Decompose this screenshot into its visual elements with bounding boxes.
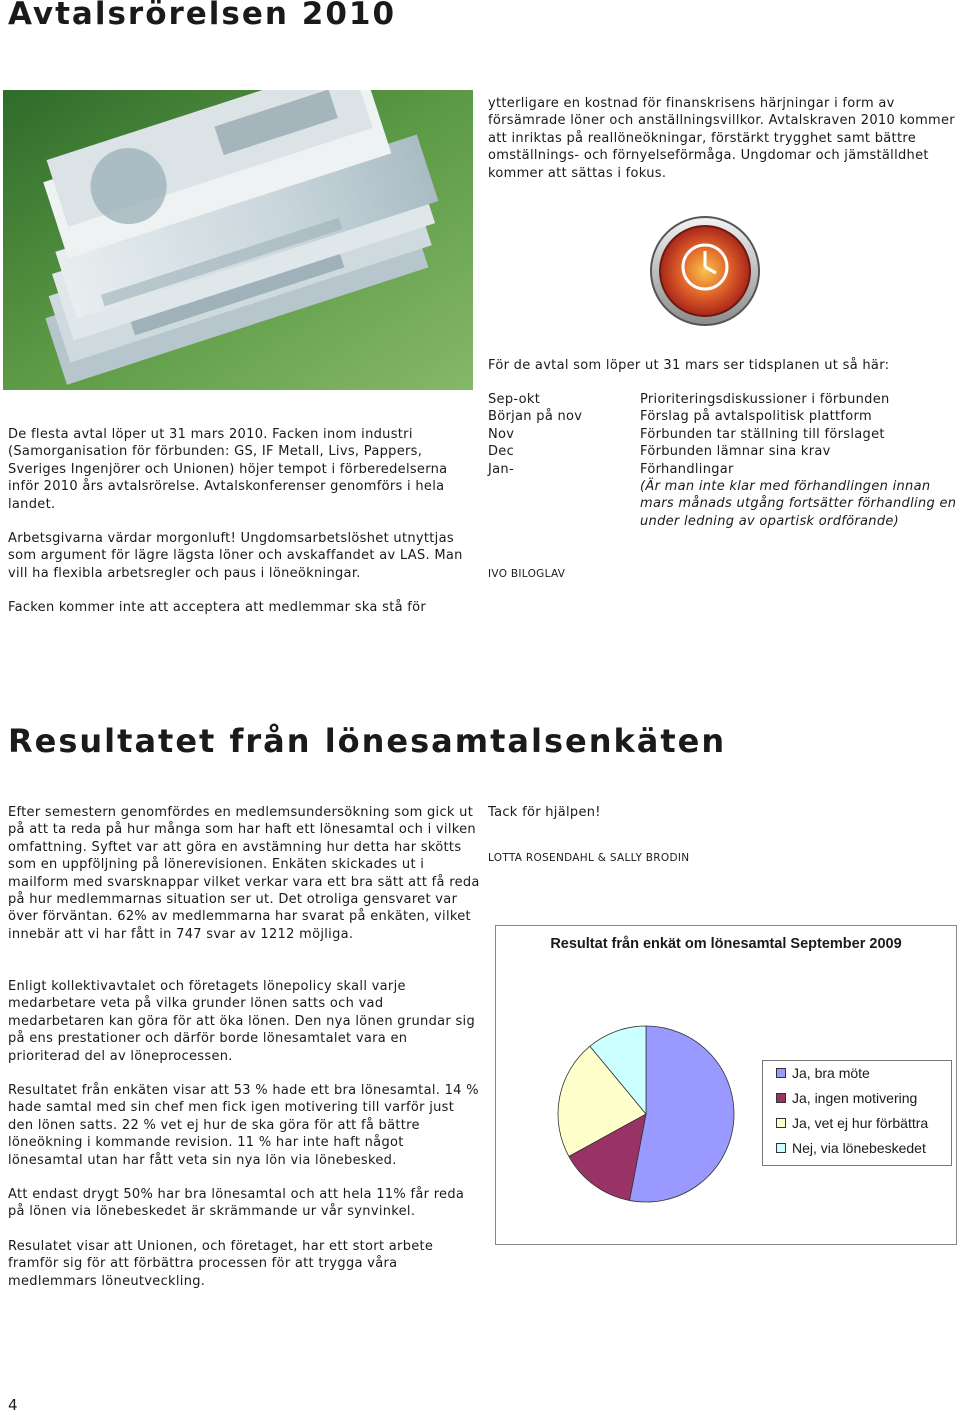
schedule-note: (Är man inte klar med förhandlingen innan mars månads utgång fortsätter förhandling en under ledning av opartisk ordförande)	[640, 479, 957, 529]
legend-label: Ja, bra möte	[792, 1065, 870, 1081]
section-title: Resultatet från lönesamtalsenkäten	[8, 722, 727, 760]
byline: LOTTA ROSENDAHL & SALLY BRODIN	[488, 852, 690, 864]
schedule-what: Förbunden tar ställning till förslaget	[640, 426, 885, 442]
banknotes-photo	[3, 90, 473, 390]
legend-label: Nej, via lönebeskedet	[792, 1140, 926, 1156]
body-paragraph: De flesta avtal löper ut 31 mars 2010. Facken inom industri (Samorganisation för förbunden: GS, IF Metall, Livs, Pappers, Sveriges Ingenjörer och Unionen) höjer tempot i förberedelserna inför 2010 års avtalsrörelse. Avtalskonferenser genomförs i hela landet.	[8, 427, 448, 512]
byline: IVO BILOGLAV	[488, 568, 566, 580]
intro-paragraph: ytterligare en kostnad för finanskrisens härjningar i form av försämrade löner och anställningsvillkor. Avtalskraven 2010 kommer att inriktas på reallöneökningar, förstärkt trygghet samt bättre omställnings- och förnyelseförmåga. Ungdomar och jämställdhet kommer att sättas i fokus.	[488, 96, 955, 181]
legend-swatch	[776, 1093, 786, 1103]
legend-item	[762, 1137, 952, 1162]
body-paragraph: Resultatet från enkäten visar att 53 % hade ett bra lönesamtal. 14 % hade samtal med sin chef men fick igen motivering till varför just den lönen satts. 22 % vet ej hur de ska göra för att få bättre löneökning i kommande revision. 11 % har inte haft något lönesamtal utan har fått veta sin nya lön via lönebesked.	[8, 1083, 479, 1168]
body-paragraph: Facken kommer inte att acceptera att medlemmar ska stå för	[8, 600, 427, 615]
pie-chart	[495, 925, 957, 1245]
legend-swatch	[776, 1068, 786, 1078]
legend-swatch	[776, 1143, 786, 1153]
legend-swatch	[776, 1118, 786, 1128]
chart-title: Resultat från enkät om lönesamtal September 2009	[550, 936, 902, 952]
body-paragraph: Resulatet visar att Unionen, och företaget, har ett stort arbete framför sig för att förbättra processen för att trygga våra medlemmars löneutveckling.	[8, 1239, 434, 1289]
legend-item	[762, 1112, 952, 1137]
body-paragraph: Arbetsgivarna värdar morgonluft! Ungdomsarbetslöshet utnyttjas som argument för lägre lägsta löner och avskaffandet av LAS. Man vill ha flexibla arbetsregler och paus i löneökningar.	[8, 531, 463, 581]
body-paragraph: Enligt kollektivavtalet och företagets lönepolicy skall varje medarbetare veta på vilka grunder lönen satts och vad medarbetaren kan göra för att öka lönen. Den nya lönen grundar sig på ens prestationer och därför borde lönesamtalet vara en prioriterad del av löneprocessen.	[8, 979, 476, 1064]
schedule-heading: För de avtal som löper ut 31 mars ser tidsplanen ut så här:	[488, 358, 890, 373]
schedule-when: Början på nov	[488, 409, 583, 425]
schedule-when: Dec	[488, 444, 515, 460]
schedule-when: Sep-okt	[488, 392, 541, 407]
schedule-when: Nov	[488, 426, 515, 442]
schedule-what: Förbunden lämnar sina krav	[640, 444, 831, 460]
page-title: Avtalsrörelsen 2010	[8, 0, 397, 32]
legend-item	[762, 1062, 952, 1087]
schedule-what: Prioriteringsdiskussioner i förbunden	[640, 392, 890, 407]
banknotes-illustration	[3, 90, 473, 390]
schedule-what: Förslag på avtalspolitisk plattform	[640, 409, 872, 425]
body-paragraph: Efter semestern genomfördes en medlemsundersökning som gick ut på att ta reda på hur många som har haft ett lönesamtal och i vilken omfattning. Syftet var att göra en avstämning hur detta har skötts som en uppföljning på lönerevisionen. Enkäten skickades ut i mailform med svarsknappar vilket verkar vara ett bra sätt att få reda på hur medlemmarnas situation ser ut. Det otroliga gensvaret var över förväntan. 62% av medlemmarna har svarat på enkäten, vilket innebär att vi har fått in 747 svar av 1212 möjliga.	[8, 805, 480, 942]
schedule-what: Förhandlingar	[640, 461, 734, 477]
page-number: 4	[8, 1396, 18, 1414]
clock-icon	[645, 215, 765, 327]
schedule-table	[488, 391, 958, 529]
thanks-text: Tack för hjälpen!	[488, 805, 601, 820]
legend-item	[762, 1087, 952, 1112]
schedule-row	[488, 461, 958, 478]
clock-graphic	[645, 215, 765, 327]
schedule-row	[488, 426, 958, 443]
legend-label: Ja, ingen motivering	[792, 1090, 918, 1106]
body-paragraph: Att endast drygt 50% har bra lönesamtal och att hela 11% får reda på lönen via lönebeskedet är skrämmande ur vår synvinkel.	[8, 1187, 465, 1220]
chart-legend	[762, 1062, 952, 1162]
legend-label: Ja, vet ej hur förbättra	[792, 1115, 929, 1131]
pie-svg	[556, 1012, 736, 1212]
schedule-row	[488, 443, 958, 460]
schedule-row	[488, 391, 958, 408]
schedule-row	[488, 408, 958, 425]
schedule-when: Jan-	[488, 461, 514, 477]
